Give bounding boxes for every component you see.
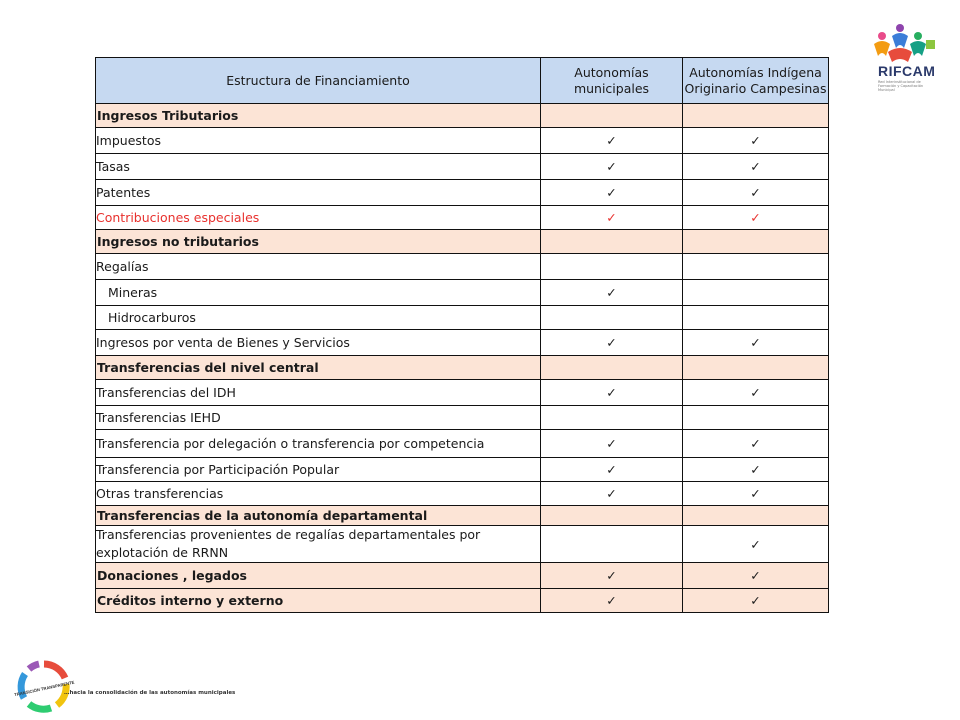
municipal-check-cell: ✓ xyxy=(541,280,683,306)
indigenous-check-cell xyxy=(683,306,829,330)
section-label: Donaciones , legados xyxy=(96,563,541,589)
municipal-check-cell xyxy=(541,506,683,526)
section-label: Ingresos Tributarios xyxy=(96,104,541,128)
transicion-transparente-logo xyxy=(13,660,75,714)
header-indigenous: Autonomías Indígena Originario Campesinas xyxy=(683,58,829,104)
municipal-check-cell: ✓ xyxy=(541,482,683,506)
row-label: Transferencia por delegación o transferencia por competencia xyxy=(96,430,541,458)
municipal-check-cell xyxy=(541,306,683,330)
indigenous-check-cell xyxy=(683,506,829,526)
indigenous-check-cell: ✓ xyxy=(683,180,829,206)
municipal-check-cell: ✓ xyxy=(541,154,683,180)
table-row xyxy=(96,128,829,154)
municipal-check-cell: ✓ xyxy=(541,430,683,458)
table-header-row xyxy=(96,58,829,104)
rifcam-figures-icon xyxy=(868,22,938,67)
table-row xyxy=(96,280,829,306)
rifcam-subtitle: Red Interinstitucional de Formación y Capacitación Municipal xyxy=(878,80,924,92)
table-row xyxy=(96,458,829,482)
municipal-check-cell: ✓ xyxy=(541,563,683,589)
indigenous-check-cell: ✓ xyxy=(683,154,829,180)
municipal-check-cell: ✓ xyxy=(541,180,683,206)
indigenous-check-cell: ✓ xyxy=(683,589,829,613)
section-row xyxy=(96,356,829,380)
table-row xyxy=(96,526,829,563)
header-municipal: Autonomías municipales xyxy=(541,58,683,104)
row-label: Ingresos por venta de Bienes y Servicios xyxy=(96,330,541,356)
indigenous-check-cell xyxy=(683,406,829,430)
indigenous-check-cell: ✓ xyxy=(683,206,829,230)
rifcam-logo xyxy=(868,22,938,92)
section-label: Transferencias del nivel central xyxy=(96,356,541,380)
section-row xyxy=(96,104,829,128)
table-row xyxy=(96,306,829,330)
row-label: Regalías xyxy=(96,254,541,280)
row-label: Transferencias IEHD xyxy=(96,406,541,430)
section-label: Transferencias de la autonomía departamental xyxy=(96,506,541,526)
table-row xyxy=(96,406,829,430)
section-row xyxy=(96,230,829,254)
indigenous-check-cell: ✓ xyxy=(683,430,829,458)
municipal-check-cell xyxy=(541,356,683,380)
table-row xyxy=(96,430,829,458)
row-label: Mineras xyxy=(96,280,541,306)
section-row xyxy=(96,563,829,589)
row-label: Transferencia por Participación Popular xyxy=(96,458,541,482)
table-row xyxy=(96,254,829,280)
indigenous-check-cell xyxy=(683,356,829,380)
indigenous-check-cell xyxy=(683,104,829,128)
indigenous-check-cell xyxy=(683,280,829,306)
indigenous-check-cell: ✓ xyxy=(683,526,829,563)
municipal-check-cell: ✓ xyxy=(541,589,683,613)
municipal-check-cell xyxy=(541,254,683,280)
municipal-check-cell: ✓ xyxy=(541,380,683,406)
table-row xyxy=(96,154,829,180)
row-label: Contribuciones especiales xyxy=(96,206,541,230)
transicion-transparente-text: TRANSICIÓN TRANSPARENTE xyxy=(13,679,75,698)
rifcam-name: RIFCAM xyxy=(878,63,936,79)
table-row xyxy=(96,380,829,406)
municipal-check-cell: ✓ xyxy=(541,128,683,154)
section-label: Ingresos no tributarios xyxy=(96,230,541,254)
row-label: Patentes xyxy=(96,180,541,206)
municipal-check-cell xyxy=(541,406,683,430)
table-row xyxy=(96,180,829,206)
financing-structure-table xyxy=(95,57,829,613)
row-label: Hidrocarburos xyxy=(96,306,541,330)
indigenous-check-cell xyxy=(683,230,829,254)
table-row xyxy=(96,482,829,506)
row-label: Transferencias del IDH xyxy=(96,380,541,406)
circular-arrows-icon xyxy=(13,660,75,714)
row-label: Impuestos xyxy=(96,128,541,154)
row-label: Transferencias provenientes de regalías departamentales por explotación de RRNN xyxy=(96,526,541,563)
section-label: Créditos interno y externo xyxy=(96,589,541,613)
indigenous-check-cell: ✓ xyxy=(683,482,829,506)
indigenous-check-cell: ✓ xyxy=(683,128,829,154)
indigenous-check-cell: ✓ xyxy=(683,330,829,356)
municipal-check-cell xyxy=(541,526,683,563)
table-row xyxy=(96,330,829,356)
section-row xyxy=(96,506,829,526)
municipal-check-cell: ✓ xyxy=(541,458,683,482)
municipal-check-cell xyxy=(541,104,683,128)
municipal-check-cell: ✓ xyxy=(541,330,683,356)
indigenous-check-cell: ✓ xyxy=(683,380,829,406)
row-label: Tasas xyxy=(96,154,541,180)
municipal-check-cell xyxy=(541,230,683,254)
indigenous-check-cell xyxy=(683,254,829,280)
footer-tagline: …hacia la consolidación de las autonomías municipales xyxy=(64,690,236,696)
row-label: Otras transferencias xyxy=(96,482,541,506)
municipal-check-cell: ✓ xyxy=(541,206,683,230)
indigenous-check-cell: ✓ xyxy=(683,458,829,482)
table-row xyxy=(96,206,829,230)
header-main: Estructura de Financiamiento xyxy=(96,58,541,104)
indigenous-check-cell: ✓ xyxy=(683,563,829,589)
section-row xyxy=(96,589,829,613)
